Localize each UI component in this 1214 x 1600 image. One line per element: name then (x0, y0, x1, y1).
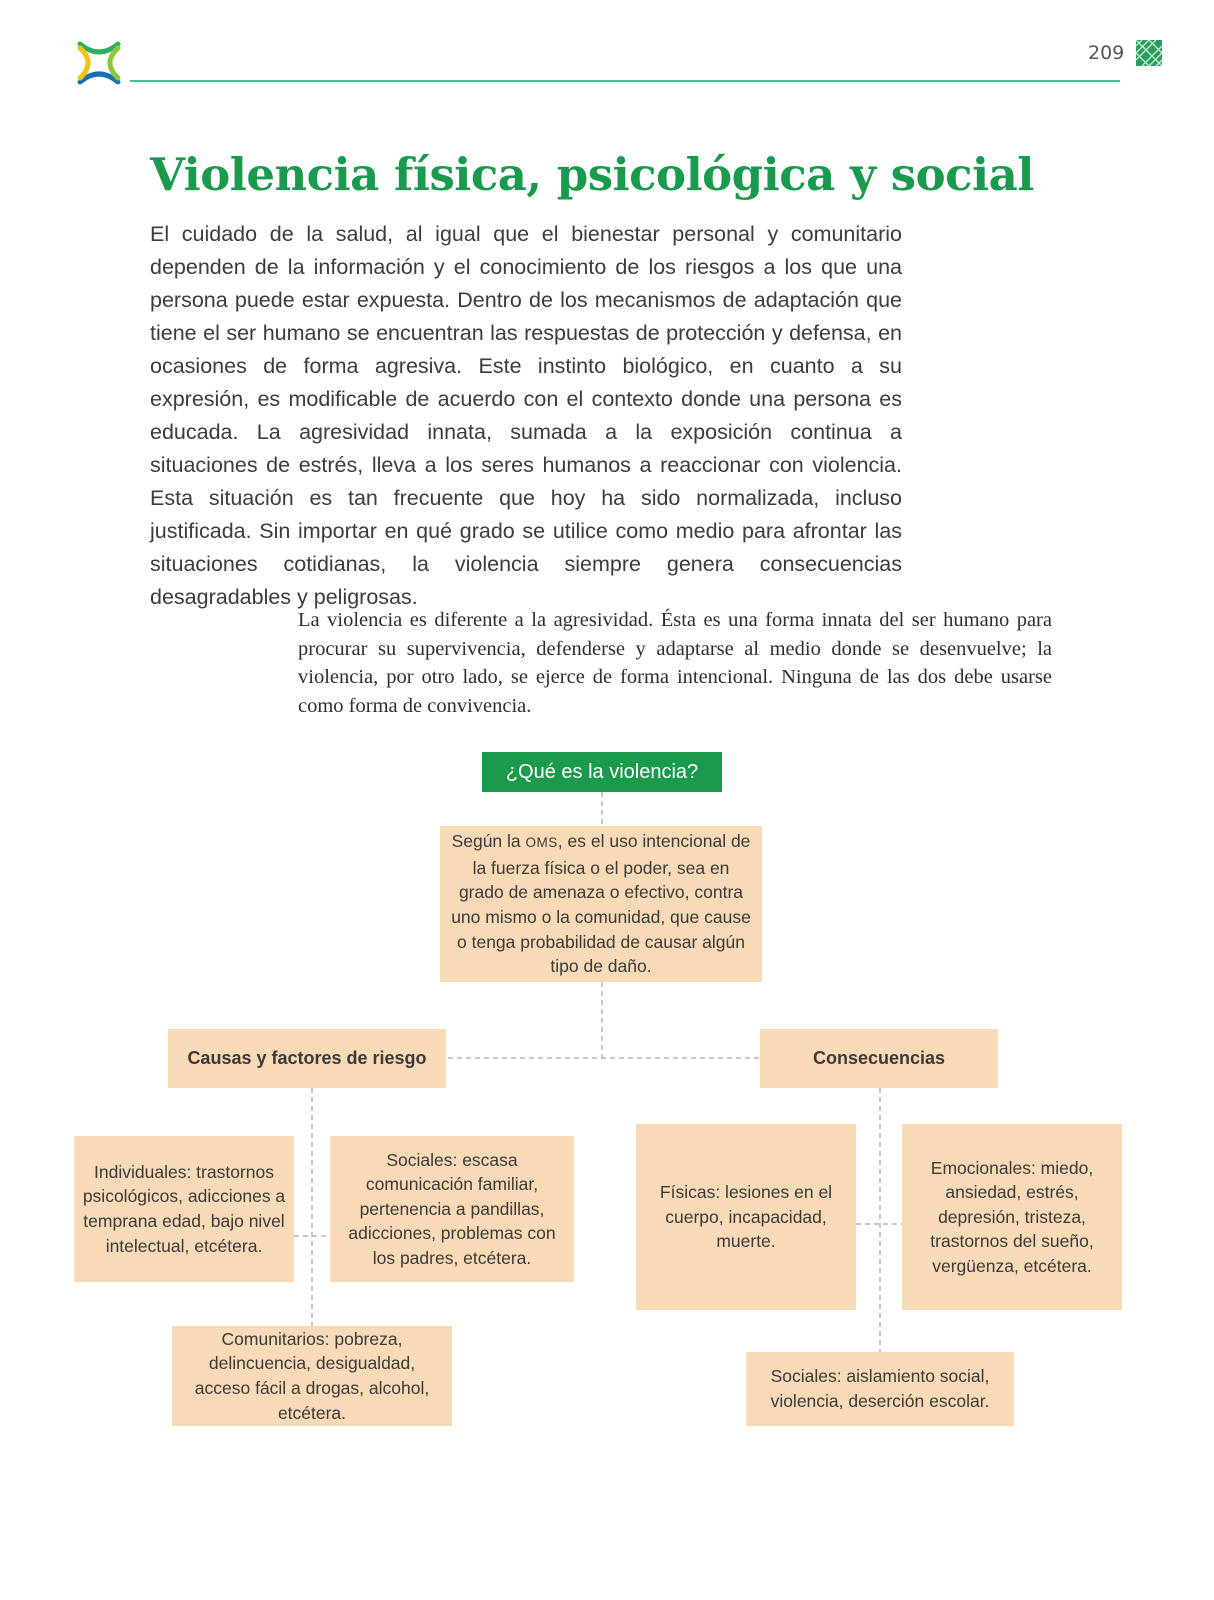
definition-rest: , es el uso intencional de la fuerza física o el poder, sea en grado de amenaza o efectivo, contra uno mismo o la comunidad, que cause o tenga probabilidad de causar algún tipo de daño. (451, 831, 751, 977)
emotional-consequences-text: Emocionales: miedo, ansiedad, estrés, depresión, tristeza, trastornos del sueño, vergüenza, etcétera. (930, 1157, 1094, 1276)
individual-causes-text: Individuales: trastornos psicológicos, adicciones a temprana edad, bajo nivel intelectual, etcétera. (82, 1161, 286, 1256)
emotional-consequences-box (902, 1124, 1122, 1310)
physical-consequences-box (636, 1124, 856, 1310)
physical-consequences-text: Físicas: lesiones en el cuerpo, incapacidad, muerte. (659, 1182, 833, 1252)
definition-box (440, 826, 762, 982)
consequences-label: Consecuencias (812, 1048, 946, 1069)
definition-text (448, 829, 754, 979)
social-causes-text: Sociales: escasa comunicación familiar, pertenencia a pandillas, adicciones, problemas con los padres, etcétera. (348, 1149, 556, 1268)
community-causes-text: Comunitarios: pobreza, delincuencia, desigualdad, acceso fácil a drogas, alcohol, etcétera. (194, 1328, 430, 1423)
social-consequences-text: Sociales: aislamiento social, violencia, deserción escolar. (770, 1366, 990, 1411)
causes-label: Causas y factores de riesgo (187, 1048, 427, 1069)
definition-acronym: OMS (525, 835, 558, 851)
consequences-header (760, 1029, 998, 1088)
social-consequences-box (746, 1352, 1014, 1426)
social-causes-box (330, 1136, 574, 1282)
intro-paragraph: El cuidado de la salud, al igual que el bienestar personal y comunitario dependen de la información y el conocimiento de los riesgos a los que una persona puede estar expuesta. Dentro de los mecanismos de adaptación que tiene el ser humano se encuentran las respuestas de protección y defensa, en ocasiones de forma agresiva. Este instinto biológico, en cuanto a su expresión, es modificable de acuerdo con el contexto donde una persona es educada. La agresividad innata, sumada a la exposición continua a situaciones de estrés, lleva a los seres humanos a reaccionar con violencia. Esta situación es tan frecuente que hoy ha sido normalizada, incluso justificada. Sin importar en qué grado se utilice como medio para afrontar las situaciones cotidianas, la violencia siempre genera consecuencias desagradables y peligrosas. (150, 222, 902, 609)
note-paragraph: La violencia es diferente a la agresividad. Ésta es una forma innata del ser humano para procurar su supervivencia, defenderse y adaptarse al medio donde se desenvuelve; la violencia, por otro lado, se ejerce de forma intencional. Ninguna de las dos debe usarse como forma de convivencia. (298, 609, 1052, 717)
causes-header (168, 1029, 446, 1088)
page-title: Violencia física, psicológica y social (150, 148, 1034, 201)
diagram-root-question: ¿Qué es la violencia? (482, 752, 722, 792)
individual-causes-box (74, 1136, 294, 1282)
definition-prefix: Según la (451, 831, 526, 852)
page-number: 209 (1088, 42, 1125, 64)
community-causes-box (172, 1326, 452, 1426)
